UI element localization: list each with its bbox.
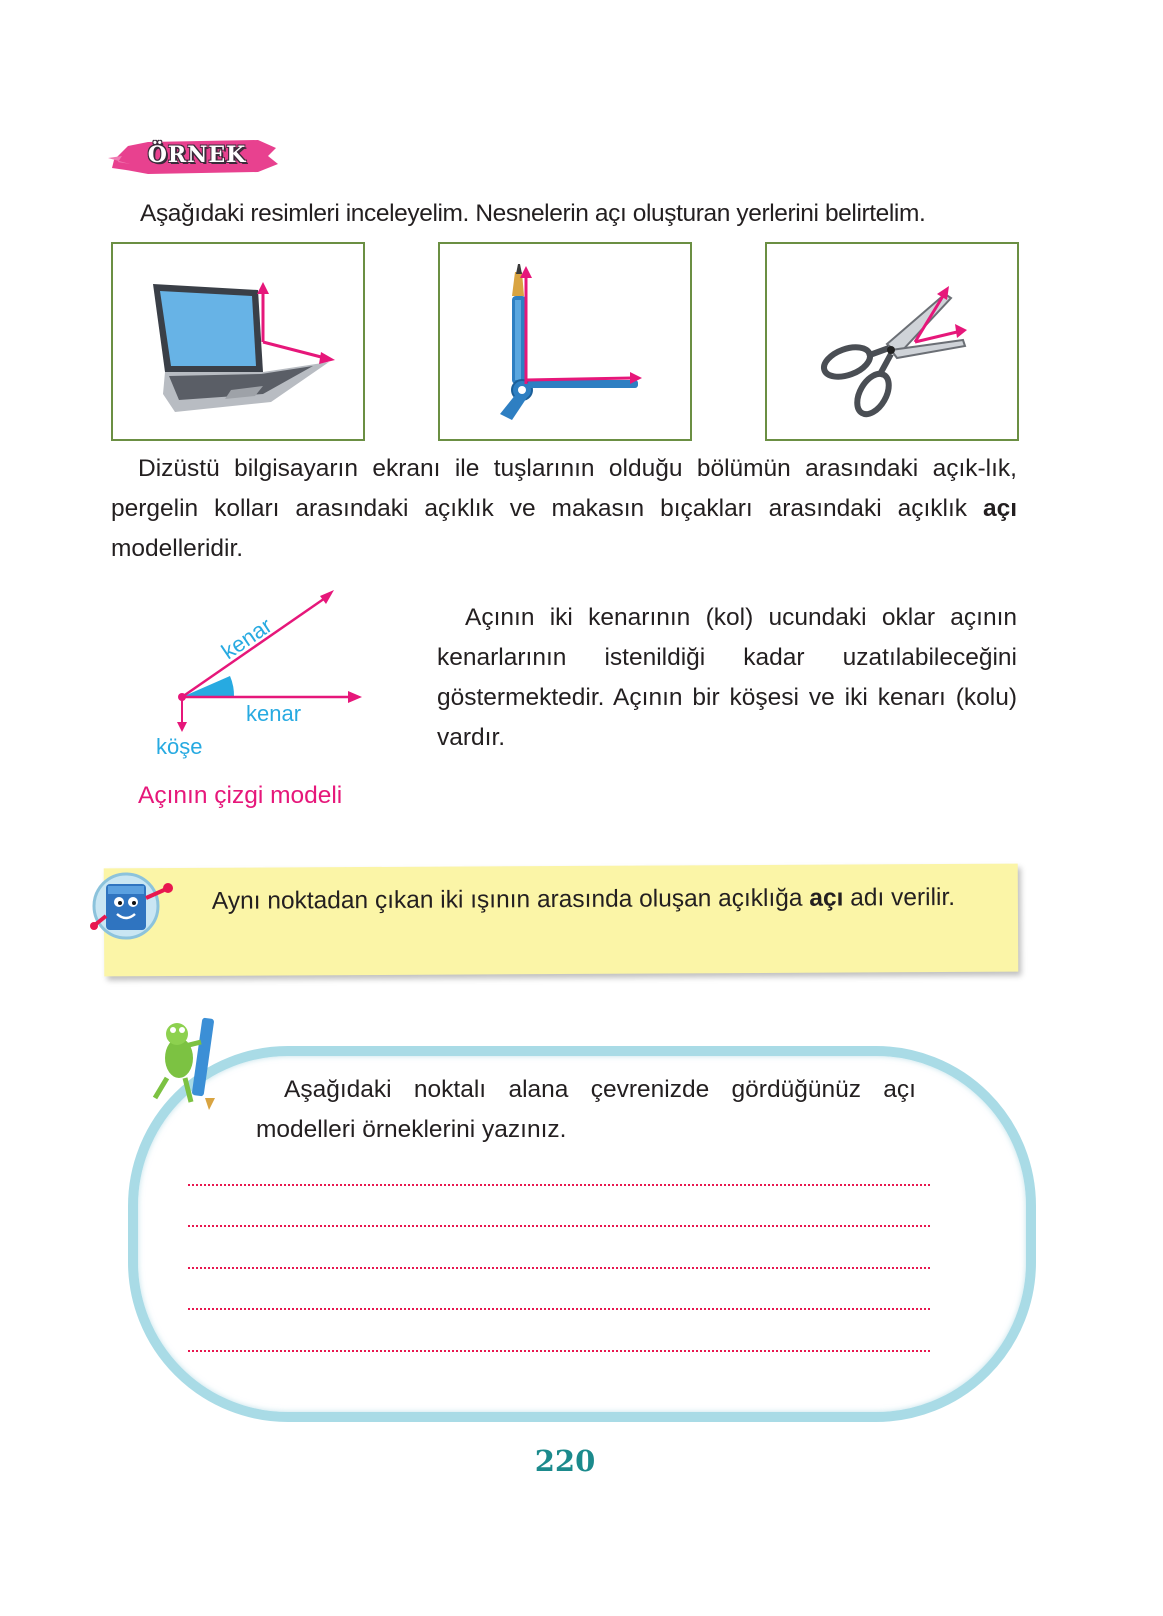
compass-icon xyxy=(440,244,690,439)
lower-side-label: kenar xyxy=(246,701,302,726)
answer-line-3[interactable] xyxy=(188,1267,930,1269)
angle-line-model xyxy=(130,578,380,768)
note-bold-term: açı xyxy=(809,884,844,912)
task-instruction xyxy=(256,1070,916,1150)
page-number: 220 xyxy=(534,1444,596,1478)
vertex-label: köşe xyxy=(156,734,203,759)
ornek-badge xyxy=(108,134,280,180)
note-text-end: adı verilir. xyxy=(843,883,956,912)
description-paragraph xyxy=(111,449,1017,569)
answer-line-5[interactable] xyxy=(188,1350,930,1352)
book-mascot-icon xyxy=(90,868,182,948)
definition-note xyxy=(104,864,1019,977)
figure-caption: Açının çizgi modeli xyxy=(138,782,343,809)
badge-label: ÖRNEK xyxy=(147,142,247,168)
description-bold-term: açı xyxy=(982,495,1017,522)
upper-side-label: kenar xyxy=(216,612,277,665)
answer-line-2[interactable] xyxy=(188,1225,930,1227)
frog-pencil-icon xyxy=(145,1012,225,1112)
answer-line-1[interactable] xyxy=(188,1184,930,1186)
explanation-text: Açının iki kenarının (kol) ucundaki oklar açının kenarlarının istenildiği kadar uzatılabileceğini göstermektedir. Açının bir köşesi ve iki kenarı (kolu) vardır. xyxy=(437,604,1017,751)
compass-picture-box xyxy=(438,242,692,441)
laptop-icon xyxy=(113,244,363,439)
note-text: Aynı noktadan çıkan iki ışının arasında oluşan açıklığa xyxy=(211,884,810,915)
intro-text: Aşağıdaki resimleri inceleyelim. Nesnelerin açı oluşturan yerlerini belirtelim. xyxy=(140,200,926,227)
laptop-picture-box xyxy=(111,242,365,441)
vertex-point xyxy=(178,693,186,701)
description-text: Dizüstü bilgisayarın ekranı ile tuşlarının olduğu bölümün arasındaki açık-lık, pergelin kolları arasındaki açıklık ve makasın bıçakları arasındaki açıklık xyxy=(111,455,1017,522)
scissors-icon xyxy=(767,244,1017,439)
note-text-block xyxy=(184,878,994,922)
explanation-paragraph xyxy=(437,598,1017,758)
answer-line-4[interactable] xyxy=(188,1308,930,1310)
task-text: Aşağıdaki noktalı alana çevrenizde gördüğünüz açı modelleri örneklerini yazınız. xyxy=(256,1076,916,1143)
description-text-end: modelleridir. xyxy=(111,535,244,562)
scissors-picture-box xyxy=(765,242,1019,441)
